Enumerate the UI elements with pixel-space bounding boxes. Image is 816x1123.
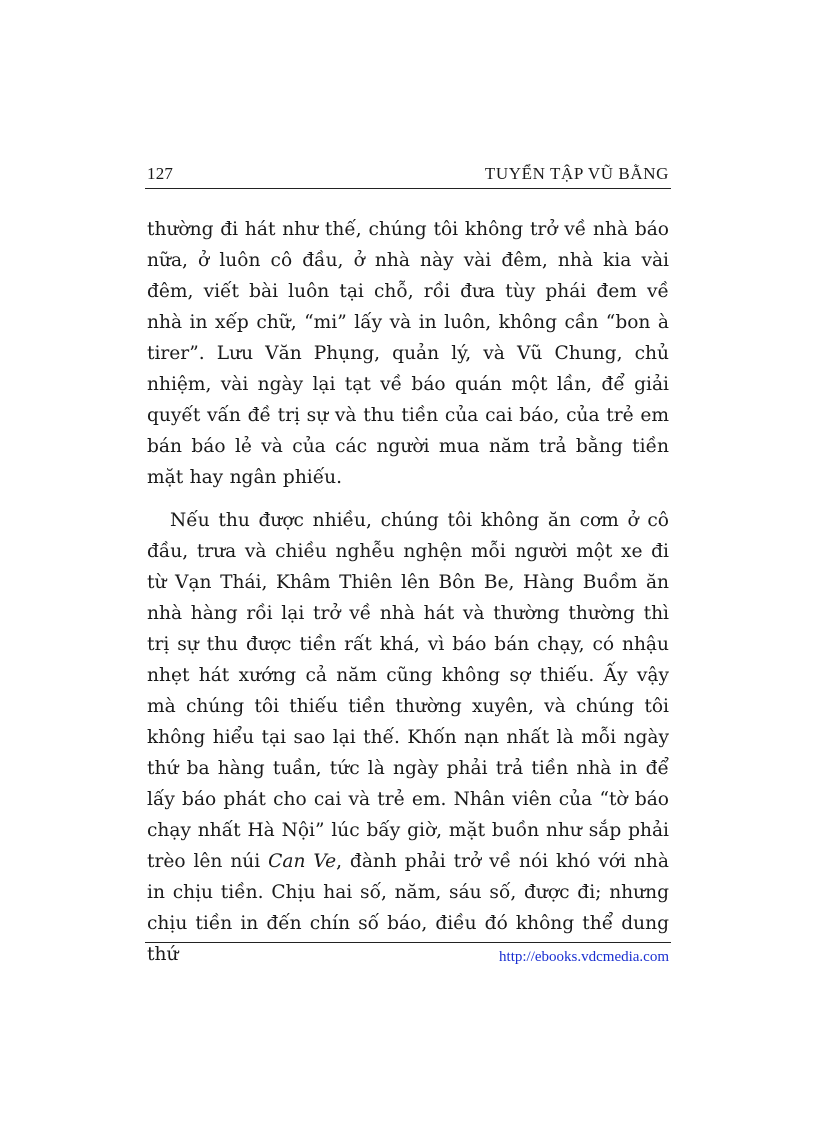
source-link[interactable]: http://ebooks.vdcmedia.com (499, 949, 669, 965)
paragraph-2 (147, 505, 669, 970)
page-number: 127 (147, 164, 174, 183)
paragraph-2-text-end: , đành phải trở về nói khó với nhà in chịu tiền. Chịu hai số, năm, sáu số, được đi; nhưng chịu tiền in đến chín số báo, điều đó không thể dung thứ (147, 851, 669, 965)
header-rule (145, 188, 671, 189)
paragraph-2-text-start: Nếu thu được nhiều, chúng tôi không ăn cơm ở cô đầu, trưa và chiều nghễu nghện mỗi người một xe đi từ Vạn Thái, Khâm Thiên lên Bôn Be, Hàng Buồm ăn nhà hàng rồi lại trở về nhà hát và thường thường thì trị sự thu được tiền rất khá, vì báo bán chạy, có nhậu nhẹt hát xướng cả năm cũng không sợ thiếu. Ấy vậy mà chúng tôi thiếu tiền thường xuyên, và chúng tôi không hiểu tại sao lại thế. Khốn nạn nhất là mỗi ngày thứ ba hàng tuần, tức là ngày phải trả tiền nhà in để lấy báo phát cho cai và trẻ em. Nhân viên của “tờ báo chạy nhất Hà Nội” lúc bấy giờ, mặt buồn như sắp phải trèo lên núi (147, 510, 669, 872)
paragraph-1: thường đi hát như thế, chúng tôi không trở về nhà báo nữa, ở luôn cô đầu, ở nhà này vài đêm, nhà kia vài đêm, viết bài luôn tại chỗ, rồi đưa tùy phái đem về nhà in xếp chữ, “mi” lấy và in luôn, không cần “bon à tirer”. Lưu Văn Phụng, quản lý, và Vũ Chung, chủ nhiệm, vài ngày lại tạt về báo quán một lần, để giải quyết vấn đề trị sự và thu tiền của cai báo, của trẻ em bán báo lẻ và của các người mua năm trả bằng tiền mặt hay ngân phiếu. (147, 219, 669, 488)
body-text (147, 214, 669, 970)
book-title: TUYỂN TẬP VŨ BẰNG (484, 164, 669, 183)
footer-rule (145, 942, 671, 943)
running-head (147, 164, 669, 186)
italic-place-name: Can Ve (268, 851, 337, 872)
